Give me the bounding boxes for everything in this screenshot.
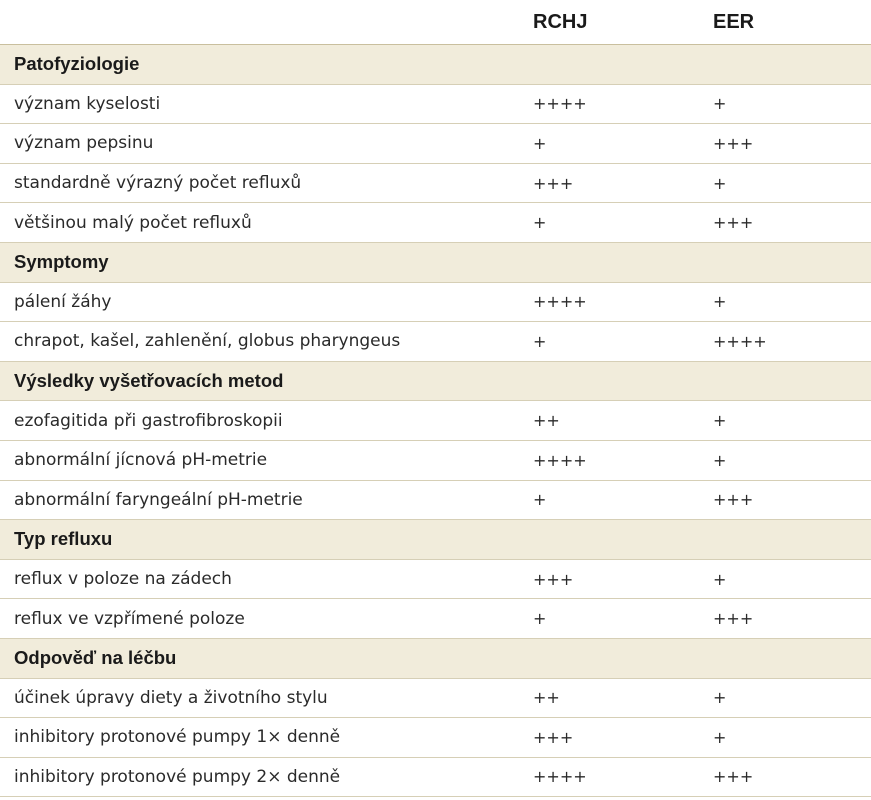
rchj-value: +++ [533,569,574,589]
table-row [0,560,871,600]
rchj-value: ++ [533,411,560,431]
eer-value: + [713,688,727,708]
table-row [0,599,871,639]
rchj-value: ++++ [533,94,587,114]
rchj-value: + [533,213,547,233]
rchj-value: ++++ [533,450,587,470]
section-title: Výsledky vyšetřovacích metod [14,370,284,392]
row-label: většinou malý počet refluxů [14,212,252,233]
table-header [0,0,871,45]
rchj-value: + [533,490,547,510]
table-row [0,85,871,125]
row-label: chrapot, kašel, zahlenění, globus pharyngeus [14,331,401,352]
table-row [0,322,871,362]
table-row [0,164,871,204]
section-title: Typ refluxu [14,528,113,550]
table-row [0,401,871,441]
row-label: reflux ve vzpřímené poloze [14,608,245,629]
section-heading [0,243,871,283]
eer-value: + [713,727,727,747]
rchj-value: ++ [533,688,560,708]
row-label: abnormální jícnová pH-metrie [14,450,268,471]
row-label: standardně výrazný počet refluxů [14,173,302,194]
section-heading [0,520,871,560]
section-heading [0,45,871,85]
table-row [0,481,871,521]
rchj-value: +++ [533,727,574,747]
table-row [0,758,871,798]
rchj-value: ++++ [533,292,587,312]
header-eer: EER [713,10,755,33]
rchj-value: +++ [533,173,574,193]
row-label: ezofagitida při gastrofibroskopii [14,410,283,431]
section-title: Odpověď na léčbu [14,647,177,669]
eer-value: +++ [713,609,754,629]
table-row [0,441,871,481]
row-label: reflux v poloze na zádech [14,569,232,590]
table-row [0,679,871,719]
rchj-value: ++++ [533,767,587,787]
section-title: Patofyziologie [14,53,140,75]
eer-value: +++ [713,490,754,510]
eer-value: + [713,292,727,312]
row-label: účinek úpravy diety a životního stylu [14,687,328,708]
table-row [0,203,871,243]
table-row [0,718,871,758]
rchj-value: + [533,331,547,351]
row-label: inhibitory protonové pumpy 1× denně [14,727,341,748]
row-label: význam kyselosti [14,93,161,114]
eer-value: + [713,411,727,431]
eer-value: +++ [713,213,754,233]
eer-value: +++ [713,133,754,153]
eer-value: ++++ [713,331,767,351]
row-label: inhibitory protonové pumpy 2× denně [14,766,341,787]
eer-value: + [713,94,727,114]
eer-value: + [713,173,727,193]
section-heading [0,639,871,679]
rchj-value: + [533,609,547,629]
row-label: význam pepsinu [14,133,154,154]
eer-value: +++ [713,767,754,787]
eer-value: + [713,569,727,589]
row-label: abnormální faryngeální pH-metrie [14,489,303,510]
rchj-value: + [533,133,547,153]
table-row [0,124,871,164]
header-rchj: RCHJ [533,10,588,33]
section-heading [0,362,871,402]
eer-value: + [713,450,727,470]
row-label: pálení žáhy [14,291,112,312]
table-row [0,283,871,323]
section-title: Symptomy [14,251,109,273]
